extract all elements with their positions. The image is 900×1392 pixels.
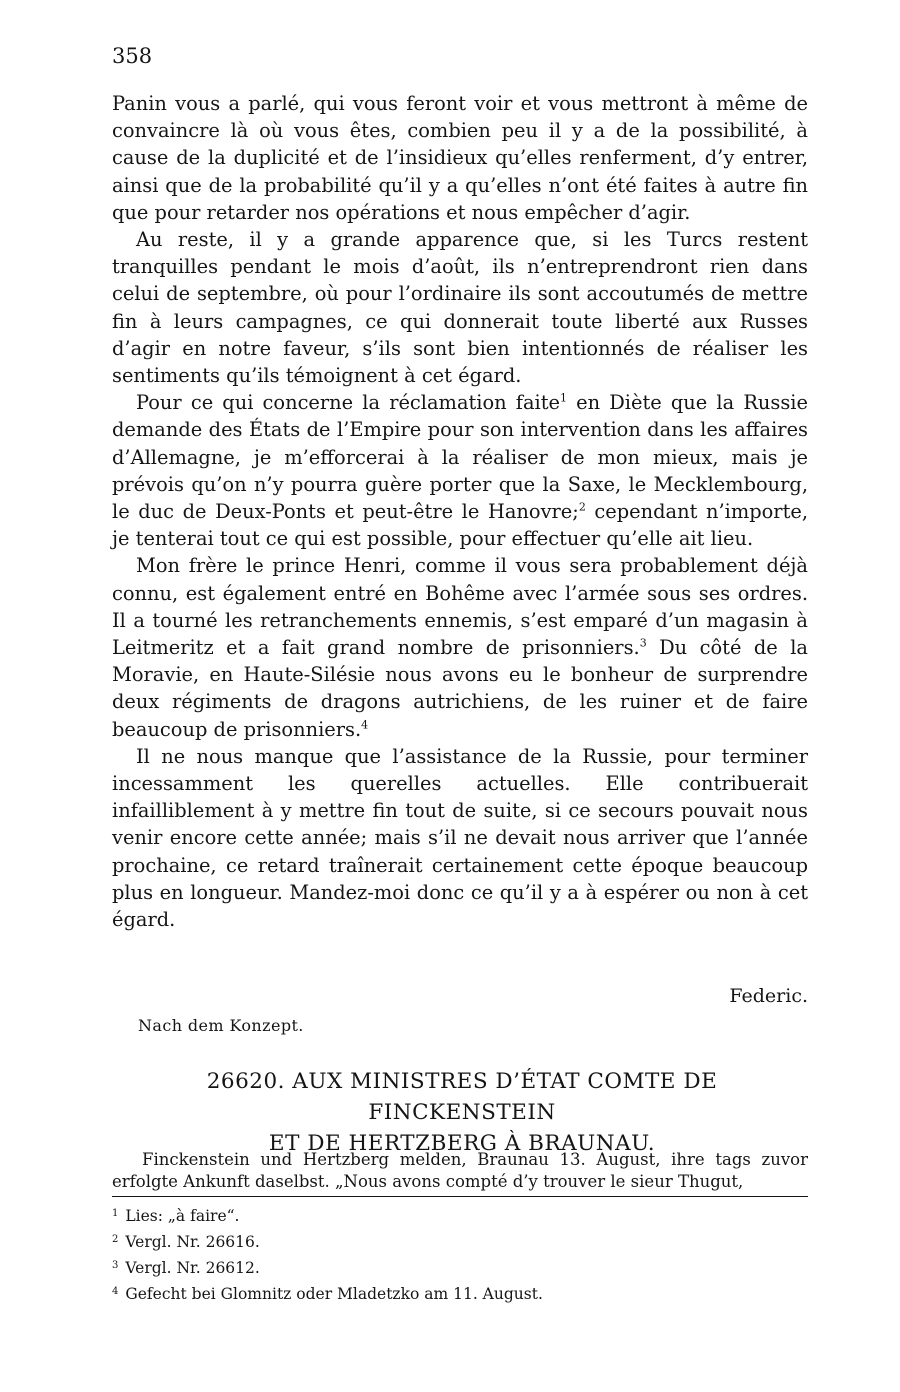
footnote [112, 1202, 543, 1228]
footnote-divider [112, 1196, 808, 1197]
footnote-mark: 1 [112, 1208, 119, 1219]
footnote [112, 1228, 543, 1254]
heading-line-1: 26620. AUX MINISTRES D’ÉTAT COMTE DE FINCKENSTEIN [206, 1069, 718, 1125]
paragraph-text: Mon frère le prince Henri, comme il vous sera probablement déjà connu, est également entré en Bohême avec l’armée sous ses ordres. Il a tourné les retranchements ennemis, s’est emparé d’un magasin à Leitmeritz et a fait grand nombre de prisonniers. [112, 554, 808, 660]
footnote-ref: 2 [578, 500, 586, 514]
paragraph-4 [112, 552, 808, 742]
footnote-ref: 3 [639, 636, 647, 650]
footnote [112, 1280, 543, 1306]
footnote-text: Gefecht bei Glomnitz oder Mladetzko am 11. August. [125, 1285, 543, 1303]
footnote-ref: 4 [361, 718, 369, 732]
footnote-mark: 4 [112, 1286, 119, 1297]
summary-text: Finckenstein und Hertzberg melden, Braunau 13. August, ihre tags zuvor erfolgte Ankunft daselbst. „Nous avons compté d’y trouver le sieur Thugut, [112, 1150, 808, 1191]
paragraph-1 [112, 90, 808, 226]
footnote-ref: 1 [560, 391, 568, 405]
page-number: 358 [112, 44, 153, 68]
footnotes [112, 1202, 543, 1306]
footnote [112, 1254, 543, 1280]
paragraph-3 [112, 389, 808, 552]
paragraph-text: Panin vous a parlé, qui vous feront voir et vous mettront à même de convaincre là où vous êtes, combien peu il y a de la possibilité, à cause de la duplicité et de l’insidieux qu’elles renferment, d’y entrer, ainsi que de la probabilité qu’il y a qu’elles n’ont été faites à autre fin que pour retarder nos opérations et nous empêcher d’agir. [112, 92, 808, 224]
heading-line-2: ET DE HERTZBERG À BRAUNAU. [268, 1131, 656, 1156]
footnote-mark: 2 [112, 1234, 119, 1245]
paragraph-text: Il ne nous manque que l’assistance de la Russie, pour terminer incessamment les querelles actuelles. Elle contribuerait infailliblement à y mettre fin tout de suite, si ce secours pouvait nous venir encore cette année; mais s’il ne devait nous arriver que l’année prochaine, ce retard traînerait certainement cette époque beaucoup plus en longueur. Mandez-moi donc ce qu’il y a à espérer ou non à cet égard. [112, 744, 808, 932]
paragraph-text: Du côté de la Moravie, en Haute-Silésie nous avons eu le bonheur de surprendre deux régiments de dragons autrichiens, de les ruiner et de faire beaucoup de prisonniers. [112, 636, 808, 741]
paragraph-text: cependant n’importe, je tenterai tout ce qui est possible, pour effectuer qu’elle ait lieu. [112, 500, 808, 551]
signature: Federic. [729, 985, 808, 1007]
source-note: Nach dem Konzept. [138, 1016, 304, 1035]
footnote-mark: 3 [112, 1260, 119, 1271]
footnote-text: Vergl. Nr. 26612. [125, 1259, 260, 1277]
paragraph-text: en Diète que la Russie demande des États de l’Empire pour son intervention dans les affaires d’Allemagne, je m’efforcerai à la réaliser de mon mieux, mais je prévois qu’on n’y pourra guère porter que la Saxe, le Mecklembourg, le duc de Deux-Ponts et peut-être le Hanovre; [112, 391, 808, 524]
letter-body [112, 90, 808, 933]
paragraph-text: Pour ce qui concerne la réclamation faite [136, 391, 561, 415]
footnote-text: Vergl. Nr. 26616. [125, 1233, 260, 1251]
paragraph-text: Au reste, il y a grande apparence que, si les Turcs restent tranquilles pendant le mois d’août, ils n’entreprendront rien dans celui de septembre, où pour l’ordinaire ils sont accoutumés de mettre fin à leurs campagnes, ce qui donnerait toute liberté aux Russes d’agir en notre faveur, s’ils sont bien intentionnés de réaliser les sentiments qu’ils témoignent à cet égard. [112, 228, 808, 388]
footnote-text: Lies: „à faire“. [125, 1207, 240, 1225]
paragraph-2 [112, 226, 808, 389]
paragraph-5 [112, 743, 808, 933]
document-heading [112, 1066, 812, 1159]
